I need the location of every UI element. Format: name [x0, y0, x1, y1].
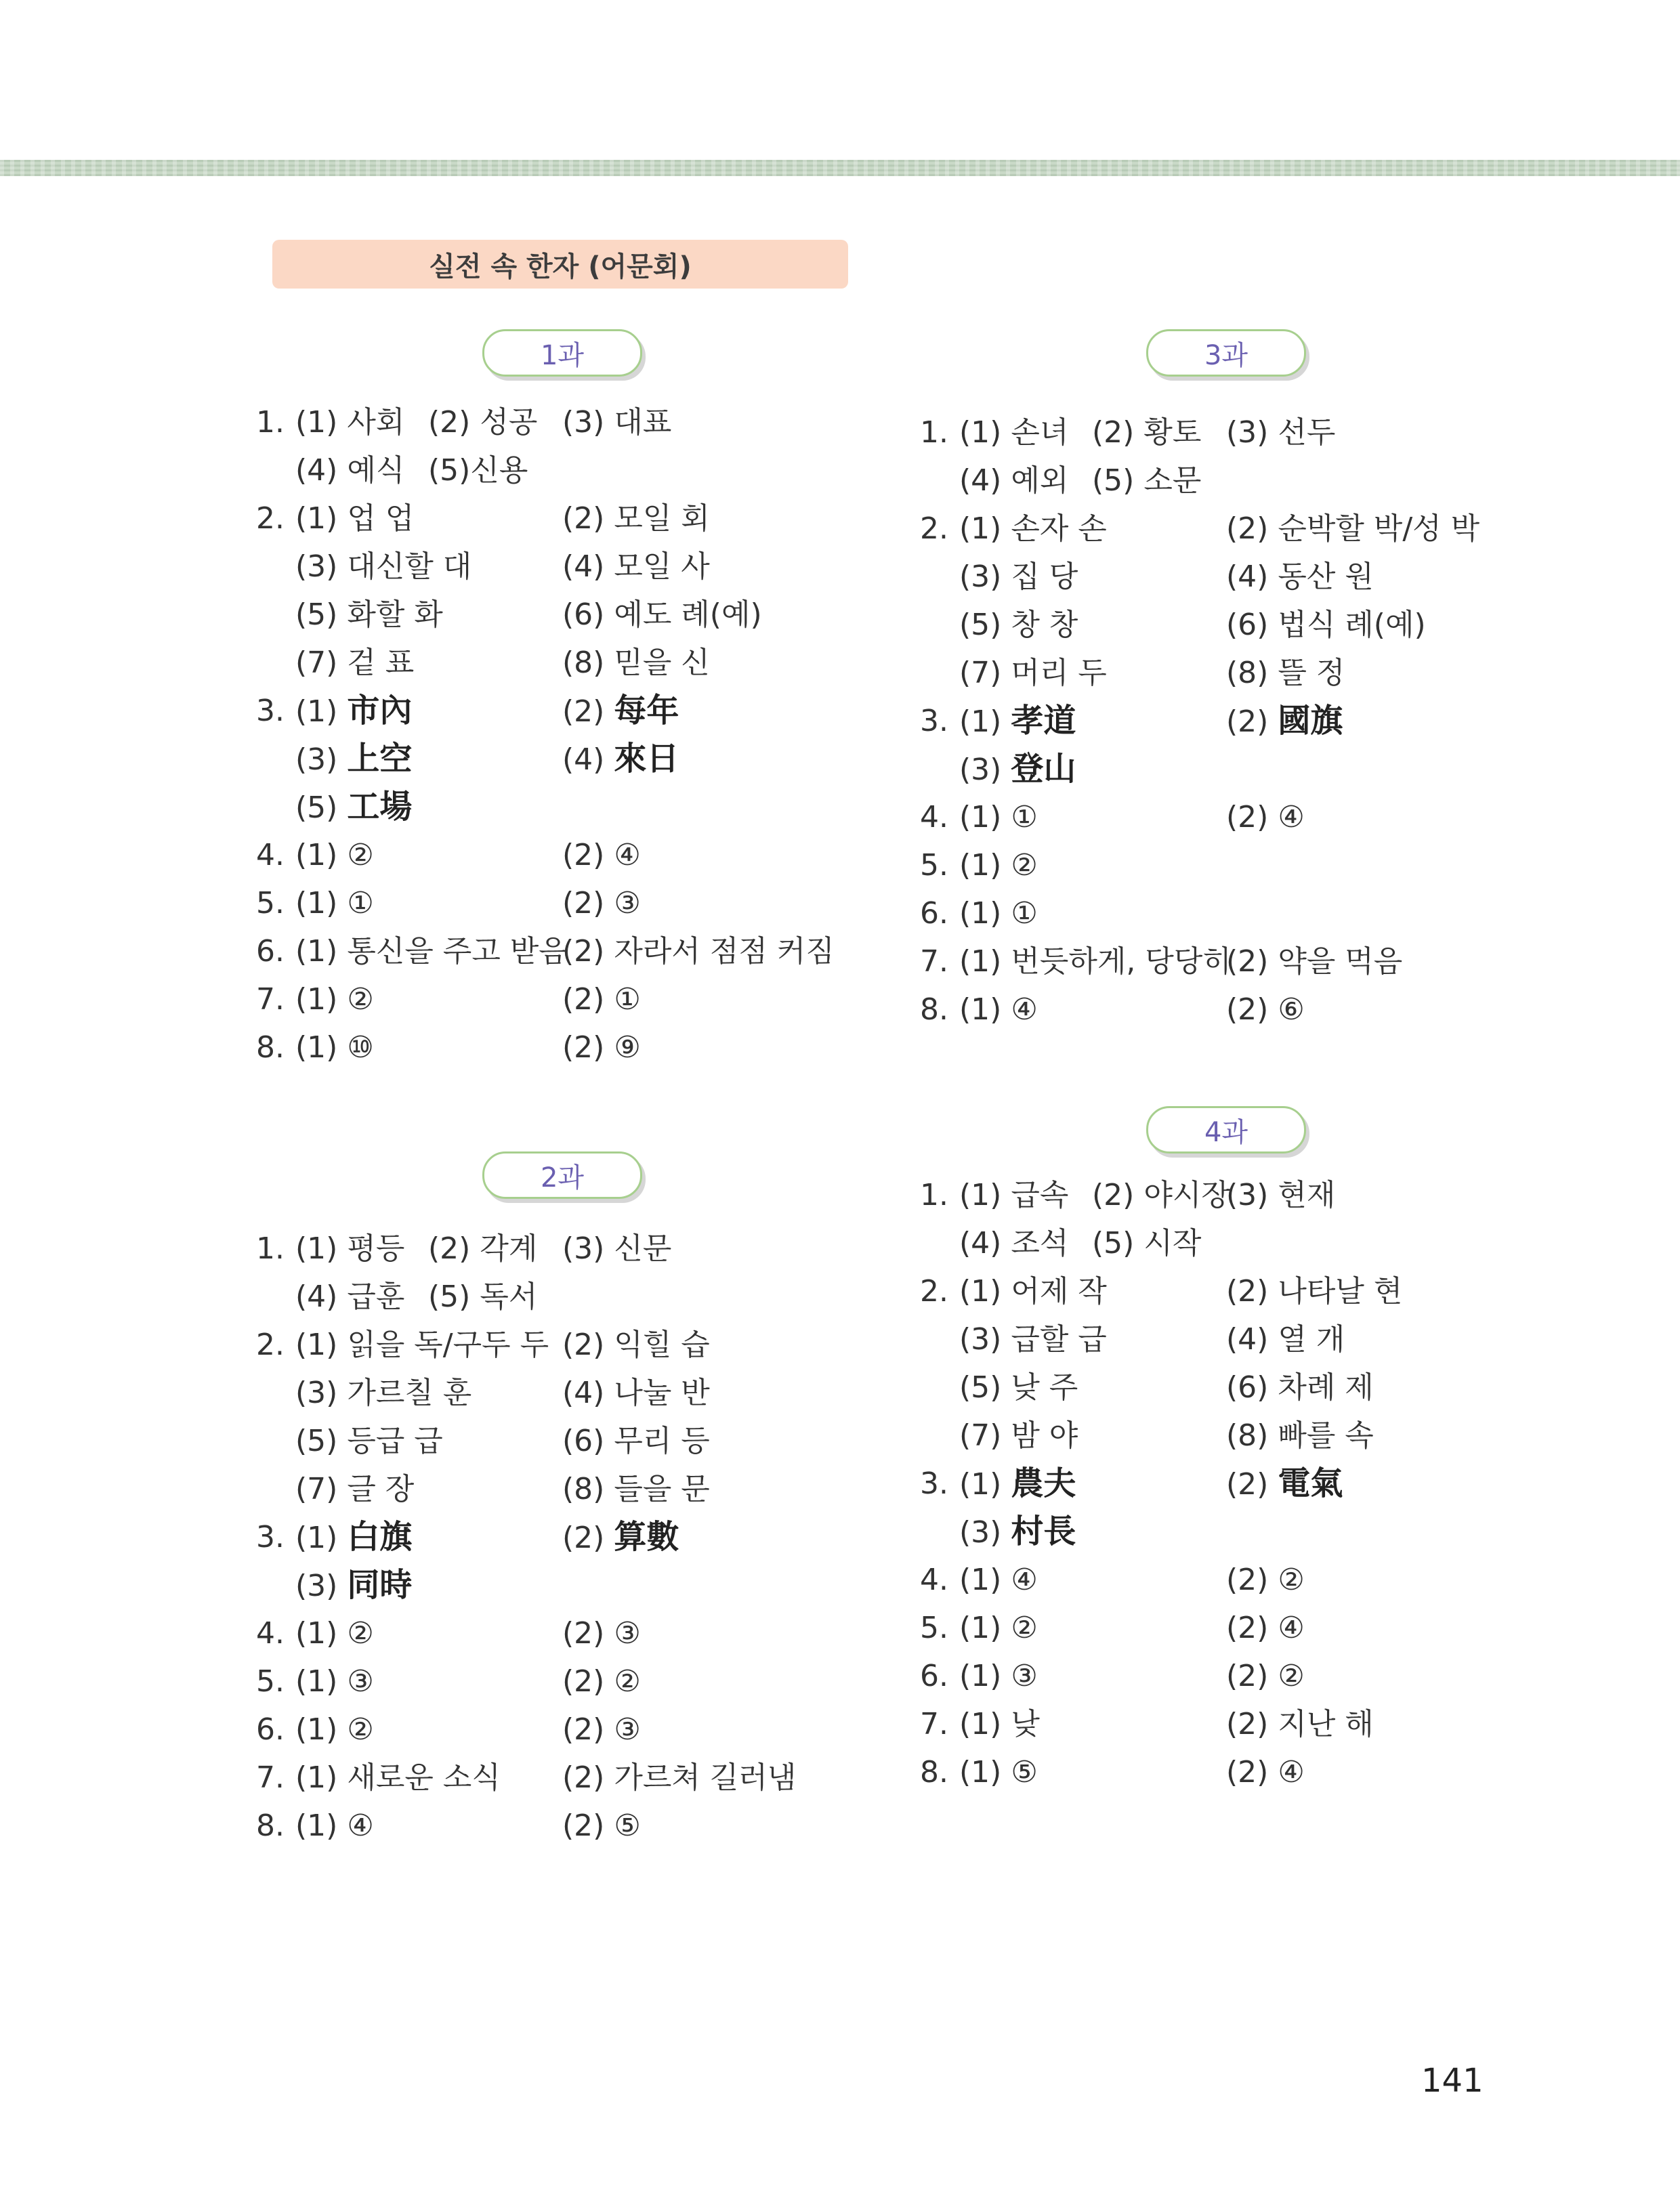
question-number: 3. — [256, 694, 285, 728]
question-number: 7. — [920, 944, 948, 979]
question-number: 5. — [920, 1611, 948, 1645]
answer-a: (1) ④ — [295, 1808, 374, 1843]
answer-b: (2) 자라서 점점 커짐 — [562, 934, 835, 969]
answer-a: (1) ② — [295, 1616, 374, 1651]
answer-a: (1) 새로운 소식 — [295, 1760, 501, 1795]
answer-b: (2) 익힐 습 — [562, 1328, 710, 1362]
answer-b: (4) 동산 원 — [1226, 559, 1374, 594]
question-number: 2. — [920, 511, 948, 546]
answer-a: (1) ③ — [959, 1659, 1038, 1693]
question-number: 2. — [920, 1274, 948, 1309]
question-number: 4. — [256, 1616, 285, 1651]
question-number: 2. — [256, 501, 285, 536]
answer-a: (1) ④ — [959, 992, 1038, 1027]
answer-b: (2) 야시장 — [1092, 1178, 1230, 1212]
answer-b: (5) 소문 — [1092, 463, 1202, 498]
answer-a — [295, 1513, 412, 1562]
answer-b: (2) ④ — [1226, 800, 1305, 834]
answer-a: (1) ① — [959, 896, 1038, 931]
page-number: 141 — [1421, 2062, 1484, 2100]
answer-b: (2) ⑤ — [562, 1808, 641, 1843]
question-number: 6. — [920, 1659, 948, 1693]
answer-a: (5) 화할 화 — [295, 597, 443, 632]
decorative-top-band — [0, 160, 1680, 176]
question-number: 1. — [920, 415, 948, 450]
answer-b: (2) 나타날 현 — [1226, 1274, 1403, 1309]
hanja-answer: 每年 — [614, 692, 679, 729]
question-number: 3. — [920, 1466, 948, 1501]
question-number: 6. — [920, 896, 948, 931]
hanja-answer: 算數 — [614, 1518, 679, 1556]
answer-b: (6) 법식 례(예) — [1226, 608, 1426, 642]
answer-a: (1) 사회 — [295, 405, 405, 440]
answer-a: (4) 예식 — [295, 453, 405, 488]
answer-b — [1226, 697, 1343, 746]
question-number: 3. — [920, 704, 948, 738]
answer-label: (1) — [959, 1467, 1002, 1502]
answer-b: (2) 황토 — [1092, 415, 1202, 450]
hanja-answer: 上空 — [347, 740, 413, 778]
question-number: 4. — [256, 838, 285, 872]
answer-label: (3) — [959, 1515, 1002, 1550]
answer-label: (3) — [295, 742, 338, 777]
question-number: 5. — [256, 1664, 285, 1699]
answer-c: (3) 선두 — [1226, 415, 1336, 450]
answer-a: (1) 급속 — [959, 1178, 1069, 1212]
answer-a: (5) 낮 주 — [959, 1370, 1078, 1405]
question-number: 4. — [920, 1563, 948, 1597]
answer-label: (2) — [562, 1521, 605, 1555]
answer-a: (7) 글 장 — [295, 1472, 415, 1506]
answer-a: (1) ① — [959, 800, 1038, 834]
answer-a: (3) 가르칠 훈 — [295, 1376, 472, 1410]
answer-b: (2) 가르쳐 길러냄 — [562, 1760, 797, 1795]
question-number: 5. — [256, 886, 285, 921]
answer-label: (1) — [295, 694, 338, 729]
answer-a: (4) 급훈 — [295, 1279, 405, 1314]
question-number: 1. — [256, 405, 285, 440]
answer-label: (2) — [1226, 704, 1269, 739]
answer-a: (1) ⑩ — [295, 1030, 374, 1065]
answer-b: (2) 성공 — [428, 405, 538, 440]
answer-a: (3) 집 당 — [959, 559, 1078, 594]
hanja-answer: 白旗 — [347, 1518, 413, 1556]
question-number: 8. — [920, 992, 948, 1027]
section-title: 실전 속 한자 (어문회) — [272, 240, 848, 289]
lesson-3-badge: 3과 — [1146, 329, 1306, 377]
lesson-4-badge: 4과 — [1146, 1106, 1306, 1154]
answer-a: (7) 겉 표 — [295, 646, 415, 680]
answer-a: (1) ② — [959, 1611, 1038, 1645]
answer-a: (1) ⑤ — [959, 1755, 1038, 1790]
answer-b: (8) 믿을 신 — [562, 646, 710, 680]
hanja-answer: 農夫 — [1011, 1464, 1076, 1502]
answer-b: (2) ⑨ — [562, 1030, 641, 1065]
answer-c: (3) 신문 — [562, 1231, 672, 1266]
question-number: 5. — [920, 848, 948, 883]
answer-b: (5) 독서 — [428, 1279, 538, 1314]
question-number: 6. — [256, 934, 285, 969]
answer-a — [295, 783, 412, 832]
answer-a: (1) 업 업 — [295, 501, 415, 536]
question-number: 7. — [256, 982, 285, 1017]
answer-a: (4) 조석 — [959, 1226, 1069, 1261]
hanja-answer: 登山 — [1011, 750, 1076, 788]
hanja-answer: 孝道 — [1011, 702, 1076, 740]
answer-a: (1) 손자 손 — [959, 511, 1107, 546]
answer-a — [295, 1561, 412, 1610]
hanja-answer: 電氣 — [1278, 1464, 1343, 1502]
answer-b: (8) 들을 문 — [562, 1472, 710, 1506]
answer-b: (2) ① — [562, 982, 641, 1017]
question-number: 8. — [256, 1808, 285, 1843]
answer-label: (1) — [295, 1521, 338, 1555]
answer-b: (2) ④ — [562, 838, 641, 872]
question-number: 2. — [256, 1328, 285, 1362]
question-number: 1. — [920, 1178, 948, 1212]
hanja-answer: 市內 — [347, 692, 413, 729]
answer-b: (2) 약을 먹음 — [1226, 944, 1403, 979]
answer-b: (6) 차례 제 — [1226, 1370, 1374, 1405]
answer-a: (3) 급할 급 — [959, 1322, 1107, 1357]
answer-b — [562, 687, 679, 736]
answer-b — [562, 735, 679, 784]
hanja-answer: 村長 — [1011, 1512, 1076, 1550]
answer-label: (4) — [562, 742, 605, 777]
answer-a: (1) ② — [295, 838, 374, 872]
question-number: 6. — [256, 1712, 285, 1747]
answer-b: (2) 모일 회 — [562, 501, 710, 536]
question-number: 7. — [256, 1760, 285, 1795]
question-number: 3. — [256, 1520, 285, 1554]
answer-a: (7) 머리 두 — [959, 656, 1107, 690]
answer-a: (1) 통신을 주고 받음 — [295, 934, 568, 969]
answer-a — [295, 687, 412, 736]
answer-label: (3) — [959, 753, 1002, 787]
answer-a — [295, 735, 412, 784]
answer-label: (2) — [562, 694, 605, 729]
answer-c: (3) 대표 — [562, 405, 672, 440]
answer-a: (4) 예외 — [959, 463, 1069, 498]
answer-b: (6) 무리 등 — [562, 1424, 710, 1458]
answer-b: (2) ② — [1226, 1659, 1305, 1693]
lesson-1-badge: 1과 — [482, 329, 642, 377]
answer-b — [1226, 1460, 1343, 1508]
answer-b: (2) ② — [562, 1664, 641, 1699]
answer-b: (4) 나눌 반 — [562, 1376, 710, 1410]
answer-a: (1) 읽을 독/구두 두 — [295, 1328, 549, 1362]
answer-b: (2) ② — [1226, 1563, 1305, 1597]
answer-a — [959, 1508, 1076, 1557]
answer-a: (1) ③ — [295, 1664, 374, 1699]
answer-label: (3) — [295, 1569, 338, 1603]
answer-b: (4) 모일 사 — [562, 549, 710, 584]
answer-b: (2) 순박할 박/성 박 — [1226, 511, 1480, 546]
answer-a: (1) 손녀 — [959, 415, 1069, 450]
answer-b: (8) 뜰 정 — [1226, 656, 1345, 690]
answer-label: (5) — [295, 790, 338, 825]
answer-label: (2) — [1226, 1467, 1269, 1502]
answer-b: (5) 시작 — [1092, 1226, 1202, 1261]
answer-b: (4) 열 개 — [1226, 1322, 1345, 1357]
answer-a: (1) ④ — [959, 1563, 1038, 1597]
answer-a: (1) 어제 작 — [959, 1274, 1107, 1309]
hanja-answer: 國旗 — [1278, 702, 1343, 740]
answer-b — [562, 1513, 679, 1562]
question-number: 1. — [256, 1231, 285, 1266]
answer-b: (2) 지난 해 — [1226, 1707, 1374, 1741]
question-number: 7. — [920, 1707, 948, 1741]
answer-b: (2) ③ — [562, 1712, 641, 1747]
question-number: 4. — [920, 800, 948, 834]
answer-label: (1) — [959, 704, 1002, 739]
hanja-answer: 來日 — [614, 740, 679, 778]
question-number: 8. — [920, 1755, 948, 1790]
answer-a: (7) 밤 야 — [959, 1418, 1078, 1453]
answer-a: (1) ② — [959, 848, 1038, 883]
answer-b: (2) 각계 — [428, 1231, 538, 1266]
answer-b: (8) 빠를 속 — [1226, 1418, 1374, 1453]
answer-a: (1) 낮 — [959, 1707, 1040, 1741]
answer-b: (5)신용 — [428, 453, 528, 488]
answer-a: (1) ② — [295, 982, 374, 1017]
answer-b: (2) ⑥ — [1226, 992, 1305, 1027]
answer-a: (5) 등급 급 — [295, 1424, 443, 1458]
answer-c: (3) 현재 — [1226, 1178, 1336, 1212]
hanja-answer: 同時 — [347, 1566, 413, 1604]
answer-a — [959, 1460, 1076, 1508]
answer-a: (3) 대신할 대 — [295, 549, 472, 584]
question-number: 8. — [256, 1030, 285, 1065]
answer-b: (2) ④ — [1226, 1611, 1305, 1645]
answer-b: (2) ③ — [562, 1616, 641, 1651]
answer-a — [959, 745, 1076, 794]
hanja-answer: 工場 — [347, 788, 413, 826]
answer-a — [959, 697, 1076, 746]
answer-a: (1) ① — [295, 886, 374, 921]
answer-a: (1) ② — [295, 1712, 374, 1747]
answer-a: (1) 번듯하게, 당당히 — [959, 944, 1232, 979]
lesson-2-badge: 2과 — [482, 1151, 642, 1199]
answer-a: (1) 평등 — [295, 1231, 405, 1266]
answer-b: (2) ③ — [562, 886, 641, 921]
answer-a: (5) 창 창 — [959, 608, 1078, 642]
answer-b: (2) ④ — [1226, 1755, 1305, 1790]
answer-b: (6) 예도 례(예) — [562, 597, 762, 632]
